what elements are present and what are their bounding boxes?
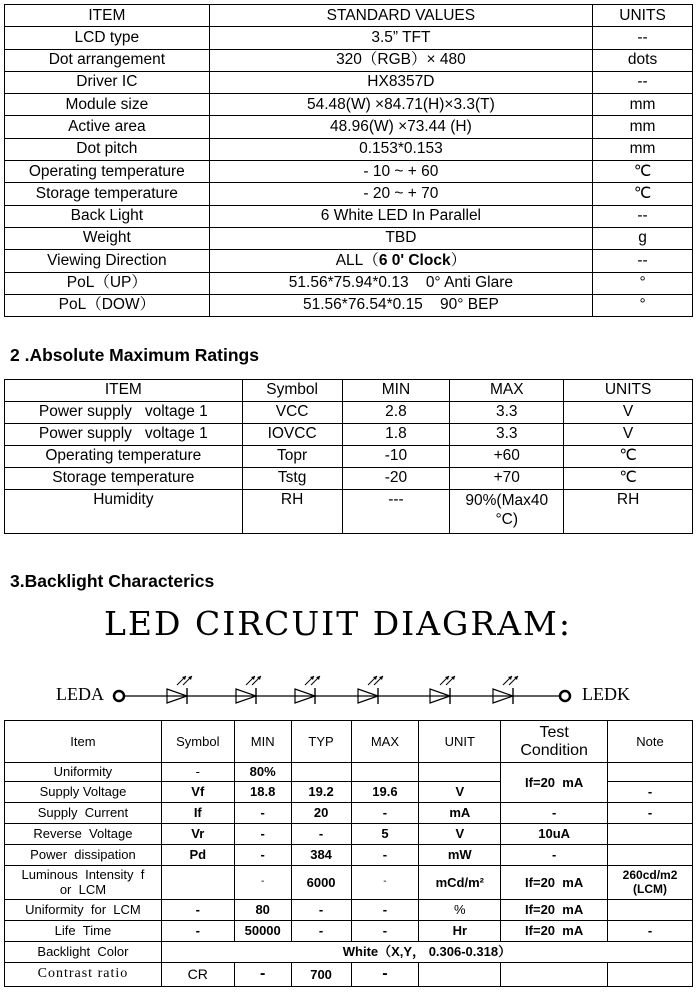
bl-color-value: White（X,Y， 0.306-0.318） [161,942,692,963]
viewing-bold: 6 0' Clock [378,251,451,269]
header-test-line2: Condition [520,741,588,759]
viewing-close: ） [450,251,467,269]
spec-row [5,272,693,294]
spec-value: 51.56*75.94*0.13 0° Anti Glare [209,272,592,294]
led-circuit-diagram-title: LED CIRCUIT DIAGRAM: [104,604,572,643]
backlight-row [5,942,693,963]
rating-units: RH [564,490,693,534]
rating-item: Operating temperature [5,446,243,468]
spec-table [4,4,693,317]
bl-typ: - [291,921,351,942]
bl-symbol [161,866,234,900]
spec-row [5,227,693,249]
backlight-table [4,720,693,987]
bl-typ [291,763,351,782]
rating-max: +60 [450,446,564,468]
spec-unit: ° [593,272,693,294]
rating-item: Humidity [5,490,243,534]
ratings-table [4,379,693,534]
backlight-row [5,803,693,824]
header-item: ITEM [5,380,243,402]
spec-item: Weight [5,227,210,249]
rating-item: Storage temperature [5,468,243,490]
bl-note: - [608,803,693,824]
spec-item: Storage temperature [5,183,210,205]
spec-value: HX8357D [209,71,592,93]
spec-item: Back Light [5,205,210,227]
header-units: UNITS [564,380,693,402]
bl-unit: mCd/m² [419,866,501,900]
spec-row [5,49,693,71]
bl-max: - [351,866,419,900]
bl-item [5,866,162,900]
spec-row [5,116,693,138]
spec-unit: mm [593,116,693,138]
led-diode-icon [430,676,455,704]
header-unit: UNIT [419,721,501,763]
humidity-max-line2: °C) [495,510,519,528]
header-item: ITEM [5,5,210,27]
rating-item: Power supply voltage 1 [5,402,243,424]
viewing-prefix: ALL（ [335,251,379,269]
bl-item: Life Time [5,921,162,942]
ledk-label: LEDK [582,684,630,704]
rating-min: -20 [342,468,450,490]
spec-item: LCD type [5,27,210,49]
rating-min: 2.8 [342,402,450,424]
spec-row [5,161,693,183]
bl-unit: mA [419,803,501,824]
bl-max: - [351,803,419,824]
rating-units: ℃ [564,446,693,468]
header-note: Note [608,721,693,763]
bl-symbol: Vr [161,824,234,845]
spec-value: 48.96(W) ×73.44 (H) [209,116,592,138]
spec-unit: mm [593,94,693,116]
bl-note [608,963,693,987]
bl-max: - [351,900,419,921]
bl-note [608,763,693,782]
spec-unit: g [593,227,693,249]
bl-item: Backlight Color [5,942,162,963]
spec-value: 320（RGB）× 480 [209,49,592,71]
spec-row [5,294,693,316]
backlight-row [5,963,693,987]
bl-test: - [501,803,608,824]
spec-row [5,183,693,205]
bl-typ: 20 [291,803,351,824]
backlight-row [5,900,693,921]
luminous-note-line2: (LCM) [633,881,668,896]
bl-unit: mW [419,845,501,866]
spec-row [5,94,693,116]
led-diode-icon [167,676,192,704]
spec-unit: dots [593,49,693,71]
bl-symbol: - [161,921,234,942]
bl-min: 50000 [234,921,291,942]
bl-typ: 19.2 [291,782,351,803]
ratings-row [5,468,693,490]
rating-min: -10 [342,446,450,468]
ratings-header-row [5,380,693,402]
header-min: MIN [234,721,291,763]
section-3-title: 3.Backlight Characterics [10,571,215,591]
rating-min: 1.8 [342,424,450,446]
spec-row [5,205,693,227]
bl-symbol: Pd [161,845,234,866]
spec-item: PoL（UP） [5,272,210,294]
bl-symbol: - [161,900,234,921]
bl-unit [419,963,501,987]
header-typ: TYP [291,721,351,763]
led-diode-icon [493,676,518,704]
bl-item: Reverse Voltage [5,824,162,845]
spec-value: 54.48(W) ×84.71(H)×3.3(T) [209,94,592,116]
bl-item: Uniformity for LCM [5,900,162,921]
rating-max: 3.3 [450,424,564,446]
bl-max: 5 [351,824,419,845]
bl-typ: 384 [291,845,351,866]
spec-value: 0.153*0.153 [209,138,592,160]
spec-unit: mm [593,138,693,160]
bl-item: Supply Voltage [5,782,162,803]
bl-symbol: CR [161,963,234,987]
spec-value: TBD [209,227,592,249]
rating-item: Power supply voltage 1 [5,424,243,446]
bl-min: - [234,803,291,824]
header-min: MIN [342,380,450,402]
backlight-row [5,866,693,900]
rating-max: 3.3 [450,402,564,424]
bl-unit: % [419,900,501,921]
spec-row [5,138,693,160]
bl-typ: - [291,900,351,921]
bl-max: - [351,921,419,942]
backlight-header-row [5,721,693,763]
bl-max: - [351,963,419,987]
led-circuit-diagram [110,670,580,710]
spec-value: 3.5” TFT [209,27,592,49]
bl-test [501,963,608,987]
section-2-title: 2 .Absolute Maximum Ratings [10,345,259,365]
backlight-row [5,763,693,782]
spec-unit: ° [593,294,693,316]
bl-min: - [234,866,291,900]
spec-row [5,27,693,49]
bl-min: 80% [234,763,291,782]
bl-min: - [234,845,291,866]
spec-header-row [5,5,693,27]
spec-value: 6 White LED In Parallel [209,205,592,227]
bl-note [608,824,693,845]
header-max: MAX [351,721,419,763]
luminous-line1: Luminous Intensity f [21,866,145,882]
bl-unit: Hr [419,921,501,942]
rating-symbol: Topr [242,446,342,468]
bl-item: Power dissipation [5,845,162,866]
bl-typ: 6000 [291,866,351,900]
bl-item: Contrast ratio [5,963,162,987]
rating-units: V [564,402,693,424]
bl-max: 19.6 [351,782,419,803]
luminous-note-line1: 260cd/m2 [622,868,678,883]
spec-item: Active area [5,116,210,138]
bl-unit: V [419,824,501,845]
spec-value [209,250,592,272]
bl-min: 80 [234,900,291,921]
rating-max [450,490,564,534]
ratings-row-humidity [5,490,693,534]
bl-typ: - [291,824,351,845]
bl-symbol: - [161,763,234,782]
bl-test: If=20 mA [501,921,608,942]
spec-unit: ℃ [593,183,693,205]
spec-unit: -- [593,71,693,93]
bl-symbol: If [161,803,234,824]
cathode-terminal-icon [560,691,570,701]
bl-min: - [234,963,291,987]
bl-item: Uniformity [5,763,162,782]
bl-max: - [351,845,419,866]
spec-item: Module size [5,94,210,116]
ratings-row [5,446,693,468]
luminous-line2: or LCM [59,881,107,897]
spec-value: - 20 ~ + 70 [209,183,592,205]
spec-item: Operating temperature [5,161,210,183]
leda-label: LEDA [56,684,104,704]
spec-item: Viewing Direction [5,250,210,272]
backlight-row [5,824,693,845]
rating-symbol: VCC [242,402,342,424]
spec-item: Dot arrangement [5,49,210,71]
spec-value: 51.56*76.54*0.15 90° BEP [209,294,592,316]
rating-units: ℃ [564,468,693,490]
header-test-line1: Test [539,723,569,741]
header-test-condition [501,721,608,763]
spec-item: Dot pitch [5,138,210,160]
backlight-row [5,921,693,942]
rating-min: --- [342,490,450,534]
header-standard-values: STANDARD VALUES [209,5,592,27]
rating-symbol: Tstg [242,468,342,490]
spec-row [5,250,693,272]
spec-item: Driver IC [5,71,210,93]
bl-unit: V [419,782,501,803]
bl-note [608,900,693,921]
spec-item: PoL（DOW） [5,294,210,316]
humidity-max-line1: 90%(Max40 [465,492,549,509]
ratings-row [5,424,693,446]
bl-min: - [234,824,291,845]
bl-typ: 700 [291,963,351,987]
led-diode-icon [236,676,261,704]
ratings-row [5,402,693,424]
rating-max: +70 [450,468,564,490]
spec-unit: -- [593,27,693,49]
bl-unit [419,763,501,782]
anode-terminal-icon [114,691,124,701]
rating-units: V [564,424,693,446]
bl-test: 10uA [501,824,608,845]
backlight-row [5,845,693,866]
header-units: UNITS [593,5,693,27]
spec-unit: -- [593,250,693,272]
rating-symbol: IOVCC [242,424,342,446]
bl-test-merged: If=20 mA [501,763,608,803]
bl-note [608,866,693,900]
header-symbol: Symbol [242,380,342,402]
bl-note: - [608,921,693,942]
bl-note: - [608,782,693,803]
spec-unit: ℃ [593,161,693,183]
led-diode-icon [295,676,320,704]
spec-unit: -- [593,205,693,227]
led-diode-icon [358,676,383,704]
bl-min: 18.8 [234,782,291,803]
bl-test: - [501,845,608,866]
bl-max [351,763,419,782]
header-symbol: Symbol [161,721,234,763]
bl-note [608,845,693,866]
rating-symbol: RH [242,490,342,534]
bl-test: If=20 mA [501,900,608,921]
bl-test: If=20 mA [501,866,608,900]
header-max: MAX [450,380,564,402]
bl-symbol: Vf [161,782,234,803]
header-item: Item [5,721,162,763]
bl-item: Supply Current [5,803,162,824]
spec-value: - 10 ~ + 60 [209,161,592,183]
spec-row [5,71,693,93]
